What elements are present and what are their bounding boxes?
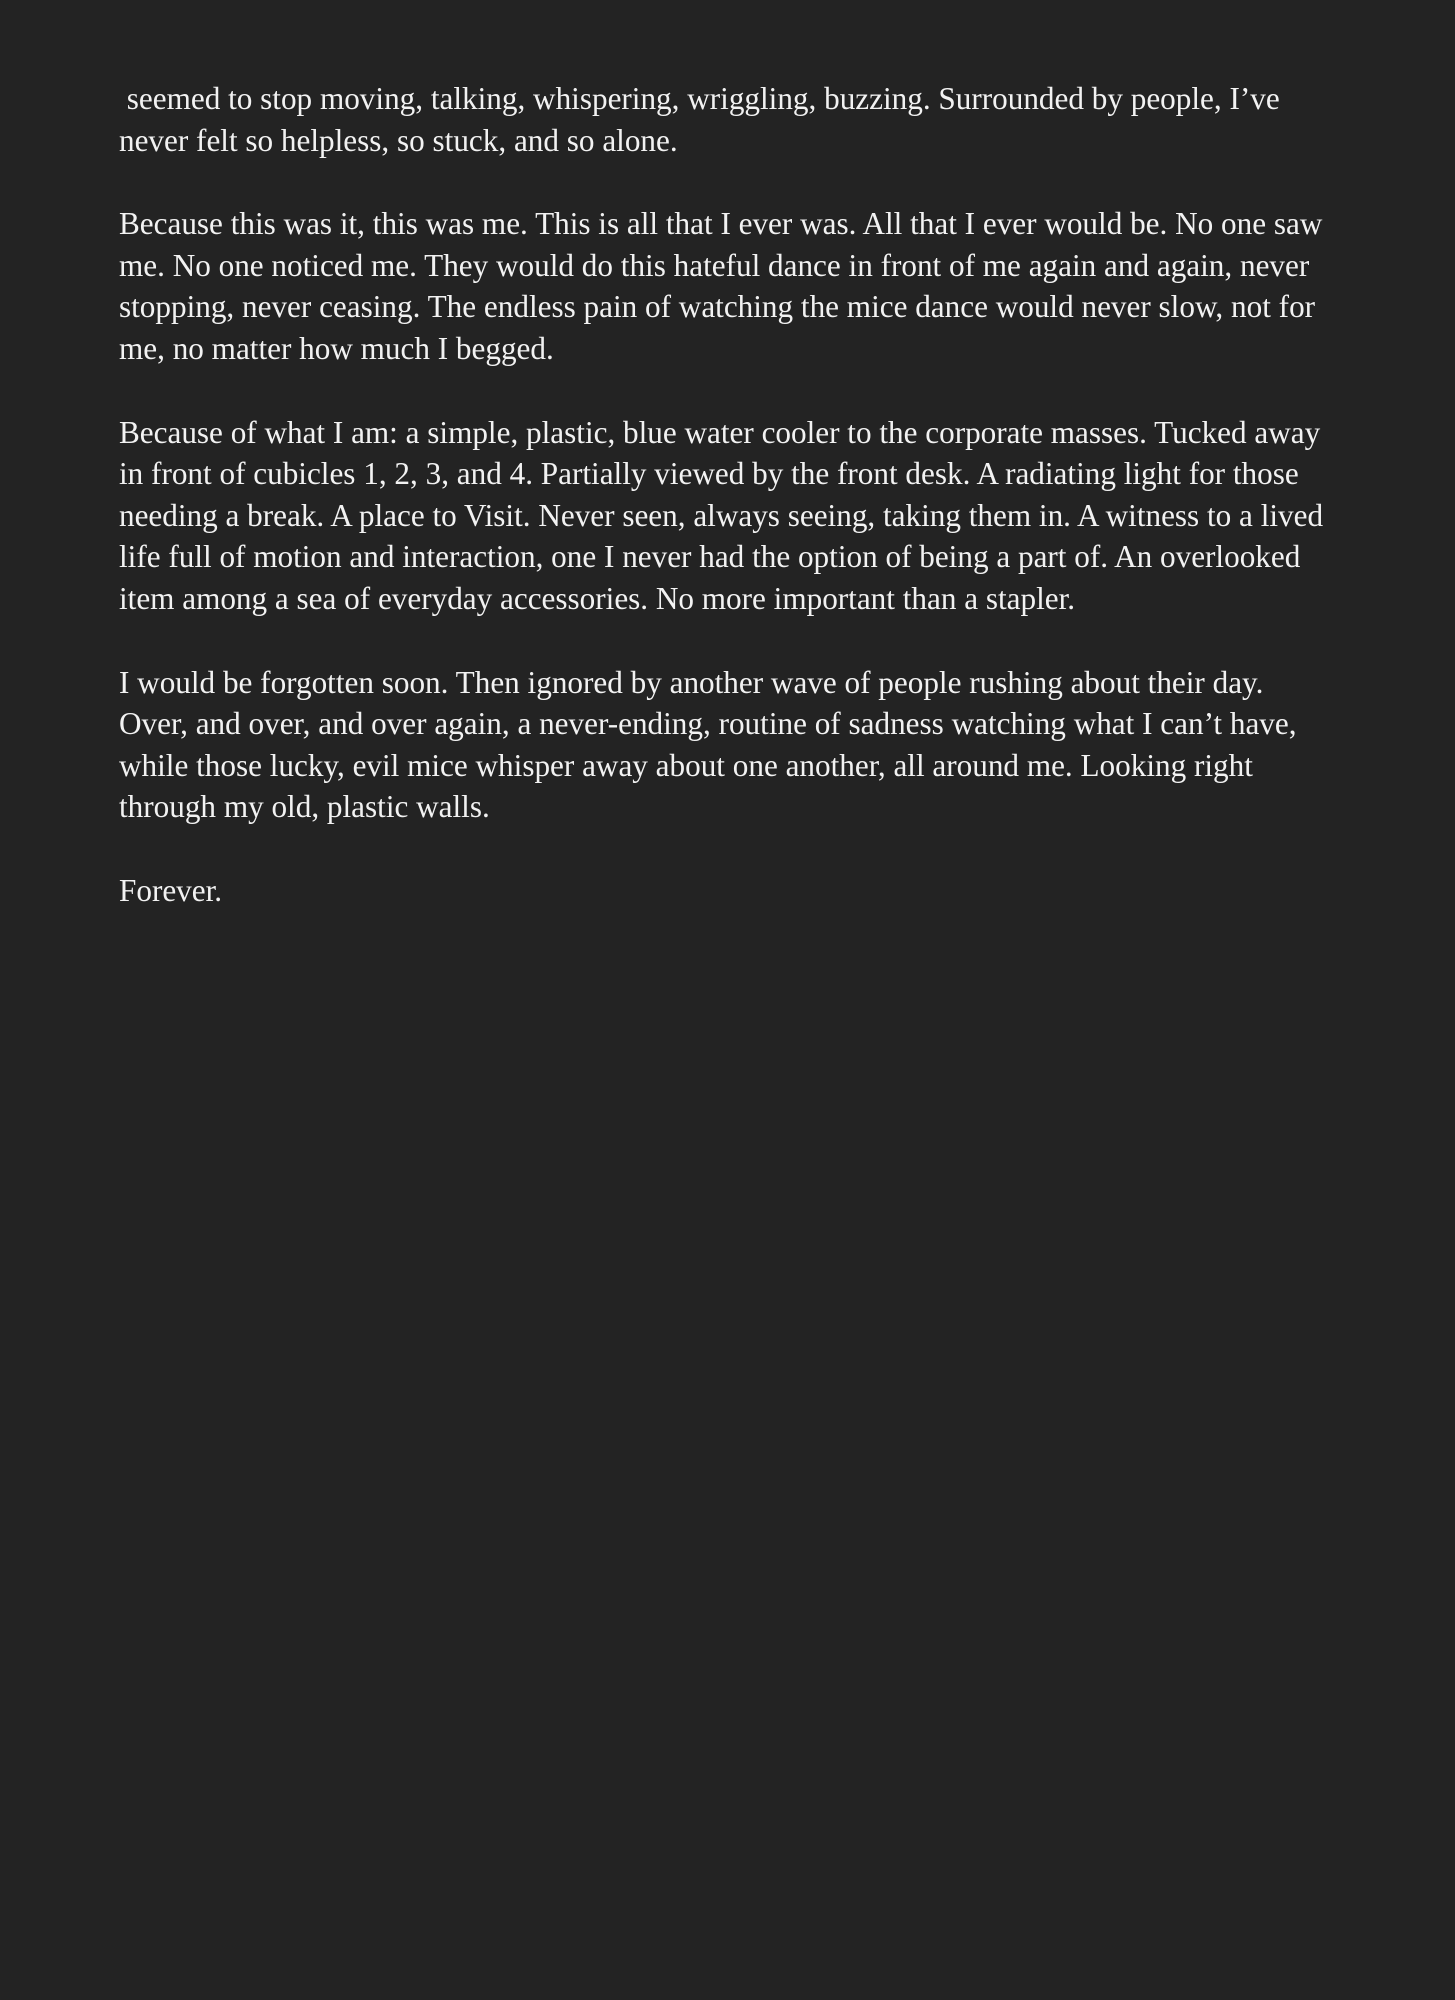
- story-paragraph-3: Because of what I am: a simple, plastic, blue water cooler to the corporate masses. Tucked away in front of cubicles 1, 2, 3, and 4. Partially viewed by the front desk. A radiating light for those needing a break. A place to Visit. Never seen, always seeing, taking them in. A witness to a lived life full of motion and interaction, one I never had the option of being a part of. An overlooked item among a sea of everyday accessories. No more important than a stapler.: [119, 414, 1331, 616]
- story-body: [119, 78, 1336, 912]
- story-paragraph-4: I would be forgotten soon. Then ignored by another wave of people rushing about their day. Over, and over, and over again, a never-ending, routine of sadness watching what I can’t have, while those lucky, evil mice whisper away about one another, all around me. Looking right through my old, plastic walls.: [119, 664, 1305, 825]
- story-paragraph-5: Forever.: [119, 872, 223, 908]
- story-paragraph-2: Because this was it, this was me. This is all that I ever was. All that I ever would be. No one saw me. No one noticed me. They would do this hateful dance in front of me again and again, never stopping, never ceasing. The endless pain of watching the mice dance would never slow, not for me, no matter how much I begged.: [119, 206, 1331, 366]
- story-paragraph-1: seemed to stop moving, talking, whispering, wriggling, buzzing. Surrounded by people, I’ve never felt so helpless, so stuck, and so alone.: [119, 81, 1288, 158]
